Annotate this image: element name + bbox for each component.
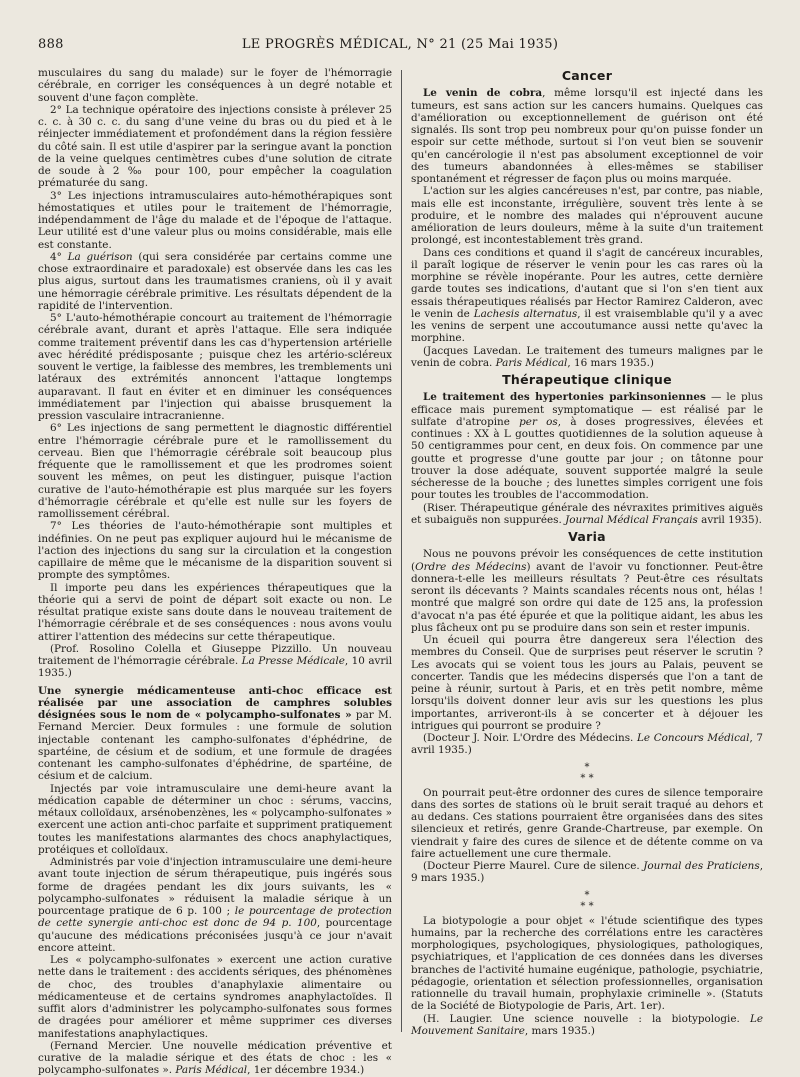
text: , 9 mars 1935.) (411, 860, 764, 885)
text: (qui sera considérée par certains comme une chose extraordinaire et paradoxale) est observée dans les cas les plus aigus, surtout dans les traumatismes craniens, où il y avait une hémorragie cérébrale primitive. Les résultats dépendent de la rapidité de l'intervention. (38, 250, 393, 312)
text: Dans ces conditions et quand il s'agit de cancéreux incurables, il paraît logique de réserver le venin pour les cas rares où la morphine se révèle inopérante. Pour les autres, cette dernière garde toutes ses indications, d'autant que si l'on s'en tient aux essais thérapeutiques réalisés par Hector Ramirez Calderon, avec le venin de (411, 246, 763, 320)
text: , pourcentage qu'aucune des médications préconisées jusqu'à ce jour n'avait encore atteint. (38, 917, 392, 954)
italic-text: Lachesis alternatus (473, 307, 578, 320)
text: ) avant de l'avoir vu fonctionner. Peut-être donnera-t-elle les meilleurs résultats ? Peut-être ces résultats seront ils décevants ? Maints scandales récents nous ont, hélas ! montré que malgré son ordre qui date de 125 ans, la profession d'avocat n'a pas été épurée et que la politique aidant, les abus les plus fâcheux ont pu se produire dans son sein et rester impunis. (411, 560, 764, 634)
running-title: LE PROGRÈS MÉDICAL, N° 21 (25 Mai 1935) (241, 37, 559, 52)
paragraph: Il importe peu dans les expériences thérapeutiques que la théorie qui a servi de point de départ soit exacte ou non. Le résultat pratique existe sans doute dans le nouveau traitement de l'hémorragie cérébrale et de ses conséquences : nous avons voulu attirer l'attention des médecins sur cette thérapeutique. (38, 581, 392, 643)
text: Nous ne pouvons prévoir les conséquences de cette institution ( (411, 548, 763, 573)
text: par M. Fernand Mercier. Deux formules : une formule de solution injectable contenant les campho-sulfonates d'éphédrine, de spartéine, de césium et de sodium, et une formule de dragées contenant les campho-sulfonates d'éphédrine, de spartéine, de césium et de calcium. (38, 709, 392, 783)
source-citation (411, 502, 763, 527)
text: , à doses progressives, élevées et continues : XX à L gouttes quotidiennes de la solution aqueuse à 50 centigrammes pour cent, en deux fois. On commence par une goutte et progresse d'une goutte par jour ; on tâtonne pour trouver la dose adéquate, souvent supportée malgré la seule sécheresse de la bouche ; des lunettes simples corrigent une fois pour toutes les troubles de l'accommodation. (411, 415, 763, 502)
paragraph (411, 87, 763, 185)
source-citation (411, 1013, 763, 1038)
journal-name: Paris Médical (175, 1064, 248, 1077)
text: (Riser. Thérapeutique générale des névraxites primitives aiguës et subaiguës non suppurées. (411, 501, 763, 526)
journal-name: Paris Médical (495, 356, 568, 369)
paragraph: 2° La technique opératoire des injections consiste à prélever 25 c. c. à 30 c. c. du sang d'une veine du bras ou du pied et à le réinjecter immédiatement et profondément dans la région fessière du côté sain. Il est utile d'aspirer par la seringue avant la ponction de la veine quelques centimètres cubes d'une solution de citrate de soude à 2 ‰ pour 100, pour empêcher la coagulation prématurée du sang. (38, 103, 392, 190)
italic-text: per os (519, 415, 558, 428)
text: , il est vraisemblable qu'il y a avec les venins de serpent une accoutumance aussi nette qu'avec la morphine. (411, 307, 763, 345)
journal-name: Journal Médical Français (565, 513, 698, 526)
text: (Fernand Mercier. Une nouvelle médication préventive et curative de la maladie sérique et des états de choc : les « polycampho-sulfonates ». (38, 1039, 392, 1077)
source-citation (411, 860, 763, 885)
right-column (411, 67, 763, 1058)
paragraph (411, 548, 763, 634)
paragraph: Un écueil qui pourra être dangereux sera l'élection des membres du Conseil. Que de surprises peut réserver le scrutin ? Les avocats qui se voient tous les jours au Palais, peuvent se concerter. Tandis que les médecins dispersés que l'on a tant de peine à réunir, surtout à Paris, et en très petit nombre, même lorsqu'ils doivent donner leur avis sur les questions les plus importantes, arriveront-ils à se concerter et à déjouer les intrigues qui pourront se produire ? (411, 634, 763, 732)
text: , 7 avril 1935.) (411, 732, 764, 757)
paragraph: La biotypologie a pour objet « l'étude scientifique des types humains, par la recherche des corrélations entre les caractères morphologiques, psychologiques, physiologiques, pathologiques, psychiatriques, et l'application de ces données dans les diverses branches de l'activité humaine eugénique, pathologie, psychiatrie, pédagogie, orientation et sélection professionnelles, organisation rationnelle du travail humain, prophylaxie criminelle ». (Statuts de la Société de Biotypologie de Paris, Art. 1er). (411, 914, 763, 1013)
paragraph: On pourrait peut-être ordonner des cures de silence temporaire dans des sortes de stations où le bruit serait traqué au dehors et au dedans. Ces stations pourraient être organisées dans des sites silencieux et retirés, genre Grande-Chartreuse, par exemple. On viendrait y faire des cures de silence et de détente comme on va faire actuellement une cure thermale. (411, 786, 763, 860)
source-citation (411, 345, 763, 370)
text: (Jacques Lavedan. Le traitement des tumeurs malignes par le venin de cobra. (411, 344, 763, 369)
column-divider (401, 70, 402, 1032)
asterism-divider: * * * (580, 761, 594, 784)
text: , 16 mars 1935.) (567, 356, 654, 369)
text: (H. Laugier. Une science nouvelle : la biotypologie. (423, 1012, 750, 1025)
paragraph: 6° Les injections de sang permettent le diagnostic différentiel entre l'hémorragie cérébrale pure et le ramollissement du cerveau. Bien que l'hémorragie cérébrale soit beaucoup plus fréquente que le ramollissement et que les prodromes soient souvent les mêmes, on peut les distinguer, puisque l'action curative de l'auto-hémothérapie est plus marquée sur les foyers d'hémorragie cérébrale et qu'elle est nulle sur les foyers de ramollissement cérébral. (38, 422, 392, 520)
text: Administrés par voie d'injection intramusculaire une demi-heure avant toute injection de sérum thérapeutique, puis ingérés sous forme de dragées pendant les dix jours suivants, les « polycampho-sulfonates » réduisent la maladie sérique à un pourcentage pratique de 6 p. 100 ; (38, 856, 392, 917)
lead-in: Une synergie médicamenteuse anti-choc efficace est réalisée par une association de camphres solubles désignées sous le nom de « polycampho-sulfonates » (38, 684, 392, 721)
paragraph (38, 251, 392, 312)
page-header (38, 37, 762, 59)
paragraph: 7° Les théories de l'auto-hémothérapie sont multiples et indéfinies. On ne peut pas expliquer aujourd hui le mécanisme de l'action des injections du sang sur la circulation et la congestion capillaire de même que le mécanisme de la disparition souvent si prompte des symptômes. (38, 520, 392, 582)
section-heading-therapeutique: Thérapeutique clinique (502, 372, 672, 387)
text: (Prof. Rosolino Colella et Giuseppe Pizzillo. Un nouveau traitement de l'hémorragie cérébrale. (38, 642, 392, 667)
asterism-divider: * * * (580, 889, 594, 912)
text: , 1er décembre 1934.) (247, 1064, 365, 1077)
text: — le plus efficace mais purement symptomatique — est réalisé par le sulfate d'atropine (411, 391, 763, 428)
paragraph (38, 856, 392, 954)
source-citation (411, 732, 763, 757)
paragraph (38, 685, 392, 783)
text: , mars 1935.) (524, 1024, 595, 1037)
paragraph: 3° Les injections intramusculaires auto-hémothérapiques sont hémostatiques et utiles pour le traitement de l'hémorragie, indépendamment de l'âge du malade et de l'époque de l'attaque. Leur utilité est d'une valeur plus ou moins considérable, mais elle est constante. (38, 189, 392, 251)
italic-text: La guérison (67, 250, 133, 263)
source-citation (38, 643, 392, 680)
paragraph (411, 247, 763, 345)
italic-text: le pourcentage de protection de cette synergie anti-choc est donc de 94 p. 100 (38, 905, 393, 930)
lead-in: Le traitement des hypertonies parkinsoniennes (423, 391, 706, 404)
left-column (38, 67, 393, 1077)
page-number: 888 (38, 37, 64, 52)
paragraph: 5° L'auto-hémothérapie concourt au traitement de l'hémorragie cérébrale avant, durant et après l'attaque. Elle sera indiquée comme traitement préventif dans les cas d'hypertension artérielle avec hérédité prédisposante ; puisque chez les artério-scléreux souvent le vertige, la faiblesse des membres, les tremblements uni latéraux des extrémités annoncent l'attaque longtemps auparavant. Il faut en éviter et en diminuer les conséquences immédiatement par l'injection qui abaisse brusquement la pression vasculaire intracranienne. (38, 312, 392, 422)
section-heading-cancer: Cancer (561, 68, 613, 83)
text: , même lorsqu'il est injecté dans les tumeurs, est sans action sur les cancers humains. Quelques cas d'amélioration ou exceptionnellement de guérison ont été signalés. Ils sont trop peu nombreux pour qu'on puisse fonder un espoir sur cette méthode, surtout si l'on veut bien se souvenir qu'en cancérologie il n'est pas absolument exceptionnel de voir des tumeurs abandonnées à elles-mêmes se stabiliser spontanément et régresser de façon plus ou moins marquée. (411, 87, 763, 185)
journal-name: Journal des Praticiens (643, 860, 760, 872)
lead-in: Le venin de cobra (423, 87, 543, 100)
text: (Docteur J. Noir. L'Ordre des Médecins. (423, 732, 638, 744)
text: 4° (50, 250, 68, 263)
source-citation (38, 1040, 392, 1077)
paragraph (411, 391, 763, 501)
paragraph: L'action sur les algies cancéreuses n'est, par contre, pas niable, mais elle est inconstante, irrégulière, souvent très lente à se produire, et le nombre des malades qui n'éprouvent aucune amélioration de leurs douleurs, même à la suite d'un traitement prolongé, est incontestablement très grand. (411, 185, 763, 247)
text: (Docteur Pierre Maurel. Cure de silence. (423, 860, 644, 872)
journal-name: Le Mouvement Sanitaire (411, 1012, 763, 1037)
paragraph: musculaires du sang du malade) sur le foyer de l'hémorragie cérébrale, en corriger les conséquences à un degré notable et souvent d'une façon complète. (38, 67, 392, 104)
italic-text: Ordre des Médecins (415, 560, 527, 573)
section-heading-varia: Varia (568, 529, 606, 544)
paragraph: Les « polycampho-sulfonates » exercent une action curative nette dans le traitement : des accidents sériques, des phénomènes de choc, des troubles d'anaphylaxie alimentaire ou médicamenteuse et de certains syndromes anaphylactoïdes. Il suffit alors d'administrer les polycampho-sulfonates sous formes de dragées pour améliorer et même supprimer ces diverses manifestations anaphylactiques. (38, 954, 392, 1040)
text: avril 1935). (697, 513, 762, 526)
paragraph: Injectés par voie intramusculaire une demi-heure avant la médication capable de déterminer un choc : sérums, vaccins, métaux colloïdaux, arsénobenzènes, les « polycampho-sulfonates » exercent une action anti-choc parfaite et suppriment pratiquement toutes les manifestations alarmantes des chocs anaphylactiques, protéiques et colloïdaux. (38, 782, 392, 856)
journal-name: Le Concours Médical (637, 732, 750, 744)
text: , 10 avril 1935.) (38, 655, 393, 680)
journal-name: La Presse Médicale (241, 655, 345, 667)
